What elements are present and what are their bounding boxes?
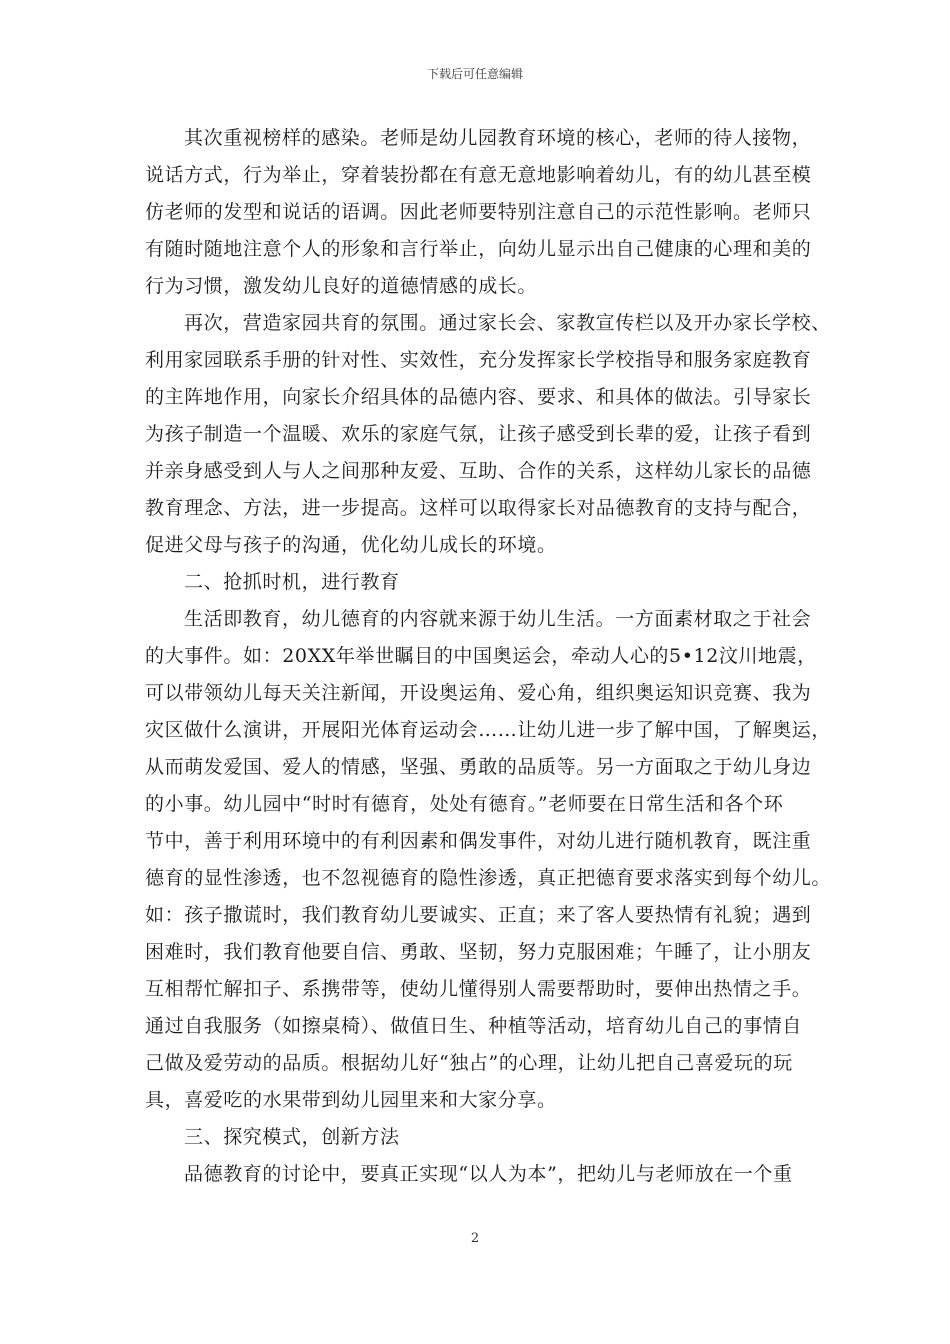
- paragraph-line: 并亲身感受到人与人之间那种友爱、互助、合作的关系，这样幼儿家长的品德: [145, 460, 812, 482]
- paragraph-line: 互相帮忙解扣子、系携带等，使幼儿懂得别人需要帮助时，要伸出热情之手。: [145, 978, 812, 1000]
- paragraph-line: 如：孩子撒谎时，我们教育幼儿要诚实、正直；来了客人要热情有礼貌；遇到: [145, 904, 812, 926]
- paragraph-line: 德育的显性渗透，也不忽视德育的隐性渗透，真正把德育要求落实到每个幼儿。: [145, 867, 832, 889]
- paragraph-line: 可以带领幼儿每天关注新闻，开设奥运角、爱心角，组织奥运知识竞赛、我为: [145, 682, 812, 704]
- paragraph-line: 从而萌发爱国、爱人的情感，坚强、勇敢的品质等。另一方面取之于幼儿身边: [145, 756, 812, 778]
- paragraph-line: 仿老师的发型和说话的语调。因此老师要特别注意自己的示范性影响。老师只: [145, 201, 812, 223]
- paragraph-line: 利用家园联系手册的针对性、实效性，充分发挥家长学校指导和服务家庭教育: [145, 349, 812, 371]
- paragraph-line: 有随时随地注意个人的形象和言行举止，向幼儿显示出自己健康的心理和美的: [145, 238, 812, 260]
- paragraph-line: 具，喜爱吃的水果带到幼儿园里来和大家分享。: [145, 1089, 557, 1111]
- paragraph-line: 行为习惯，激发幼儿良好的道德情感的成长。: [145, 275, 538, 297]
- paragraph-line: 灾区做什么演讲，开展阳光体育运动会……让幼儿进一步了解中国，了解奥运，: [145, 719, 832, 741]
- paragraph-line: 己做及爱劳动的品质。根据幼儿好“独占”的心理，让幼儿把自己喜爱玩的玩: [145, 1052, 793, 1074]
- paragraph-line: 困难时，我们教育他要自信、勇敢、坚韧，努力克服困难；午睡了，让小朋友: [145, 941, 812, 963]
- paragraph-line: 教育理念、方法，进一步提高。这样可以取得家长对品德教育的支持与配合，: [145, 497, 812, 519]
- section-heading: 二、抢抓时机，进行教育: [184, 571, 400, 593]
- paragraph-line: 为孩子制造一个温暖、欢乐的家庭气氛，让孩子感受到长辈的爱，让孩子看到: [145, 423, 812, 445]
- paragraph-line: 生活即教育，幼儿德育的内容就来源于幼儿生活。一方面素材取之于社会: [184, 608, 812, 630]
- paragraph-line: 再次，营造家园共育的氛围。通过家长会、家教宣传栏以及开办家长学校、: [184, 312, 831, 334]
- paragraph-line: 通过自我服务（如擦桌椅）、做值日生、种植等活动，培育幼儿自己的事情自: [145, 1015, 802, 1037]
- document-body: [145, 120, 832, 1193]
- paragraph-line: 促进父母与孩子的沟通，优化幼儿成长的环境。: [145, 534, 557, 556]
- paragraph-line: 节中，善于利用环境中的有利因素和偶发事件，对幼儿进行随机教育，既注重: [145, 830, 812, 852]
- paragraph-line: 品德教育的讨论中，要真正实现“以人为本”，把幼儿与老师放在一个重: [184, 1163, 793, 1185]
- page-number: 2: [470, 1231, 480, 1246]
- page-header-note: 下载后可任意编辑: [426, 67, 523, 81]
- section-heading: 三、探究模式，创新方法: [184, 1126, 400, 1148]
- paragraph-line: 说话方式，行为举止，穿着装扮都在有意无意地影响着幼儿，有的幼儿甚至模: [145, 164, 812, 186]
- paragraph-line: 其次重视榜样的感染。老师是幼儿园教育环境的核心，老师的待人接物，: [184, 127, 812, 149]
- paragraph-line: 的主阵地作用，向家长介绍具体的品德内容、要求、和具体的做法。引导家长: [145, 386, 812, 408]
- paragraph-line: 的大事件。如：20XX年举世瞩目的中国奥运会，牵动人心的5•12汶川地震，: [145, 645, 817, 667]
- paragraph-line: 的小事。幼儿园中“时时有德育，处处有德育。”老师要在日常生活和各个环: [145, 793, 784, 815]
